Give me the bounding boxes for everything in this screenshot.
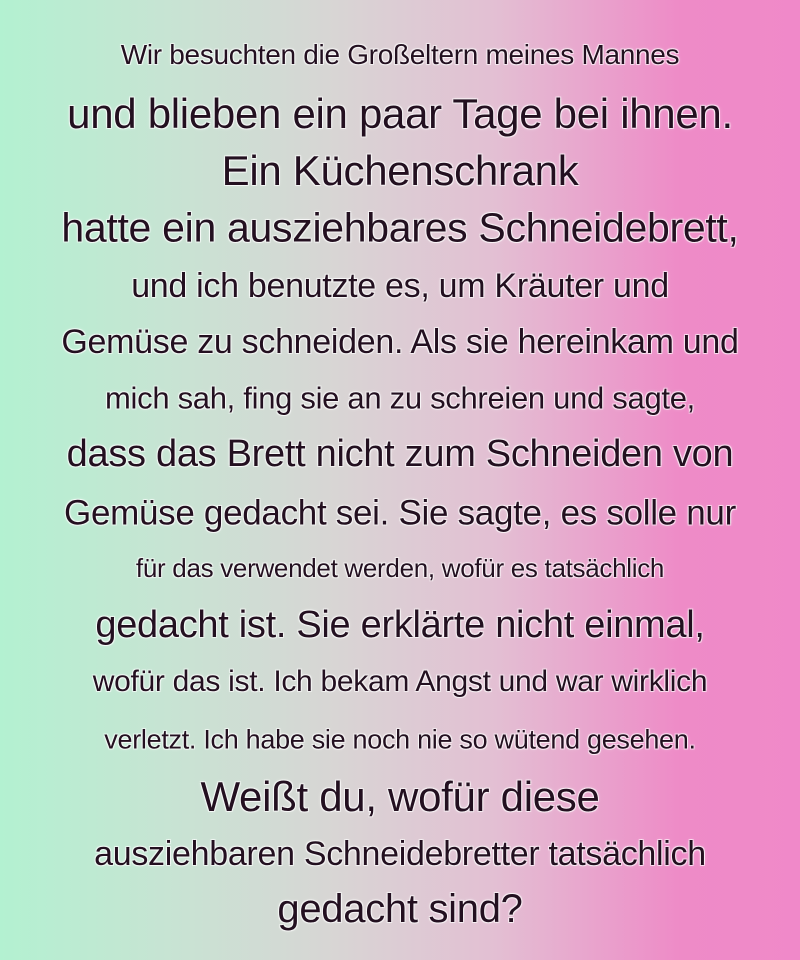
story-line: verletzt. Ich habe sie noch nie so wütend gesehen.: [104, 724, 696, 755]
story-line: wofür das ist. Ich bekam Angst und war wirklich: [92, 665, 708, 698]
story-line: dass das Brett nicht zum Schneiden von: [66, 433, 734, 475]
story-line: Weißt du, wofür diese: [200, 773, 600, 820]
story-line: und blieben ein paar Tage bei ihnen.: [67, 90, 733, 137]
story-line: gedacht sind?: [277, 887, 523, 931]
story-line: mich sah, fing sie an zu schreien und sagte,: [105, 380, 695, 416]
story-line: Ein Küchenschrank: [221, 147, 579, 194]
story-line: für das verwendet werden, wofür es tatsächlich: [135, 553, 665, 583]
story-line: und ich benutzte es, um Kräuter und: [131, 267, 669, 305]
story-line: ausziehbaren Schneidebretter tatsächlich: [94, 835, 706, 873]
story-line: Wir besuchten die Großeltern meines Mannes: [120, 39, 680, 70]
story-line: Gemüse gedacht sei. Sie sagte, es solle nur: [64, 493, 736, 533]
story-line: Gemüse zu schneiden. Als sie hereinkam und: [61, 323, 739, 361]
story-line: hatte ein ausziehbares Schneidebrett,: [61, 204, 739, 251]
story-line: gedacht ist. Sie erklärte nicht einmal,: [95, 604, 705, 646]
